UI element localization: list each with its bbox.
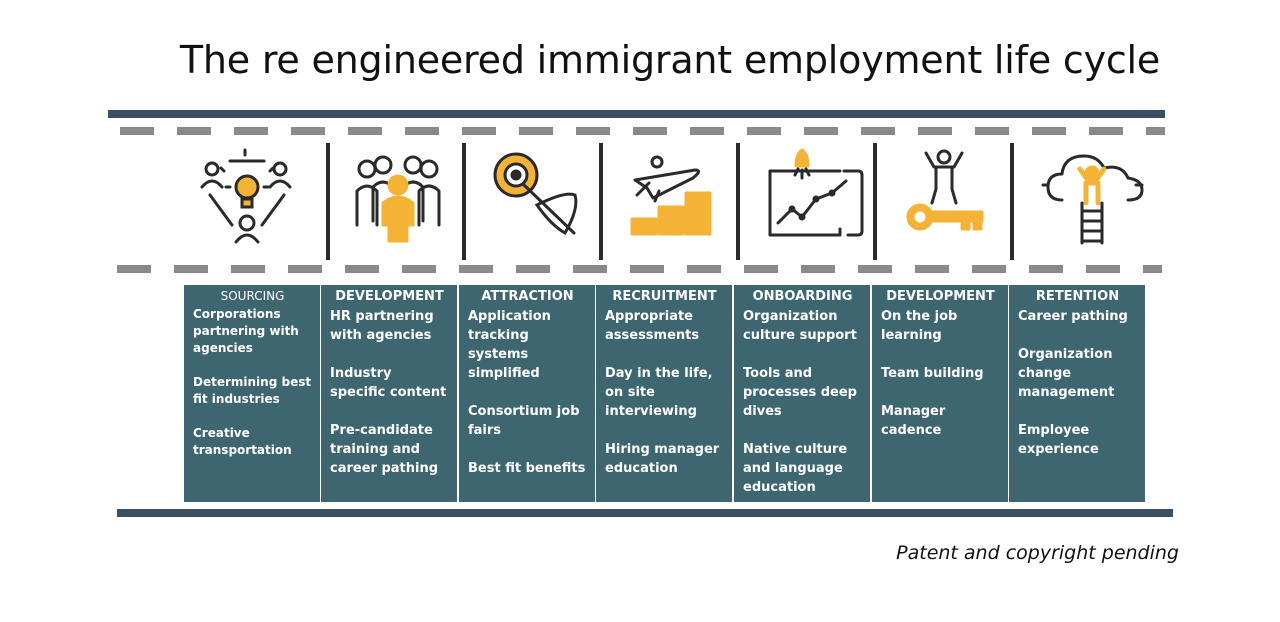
stage-attraction — [459, 285, 595, 502]
stage-heading: ONBOARDING — [752, 289, 853, 304]
stage-item: Native culture and language education — [743, 442, 848, 495]
separator — [462, 143, 466, 260]
bottom-dashed-line — [117, 265, 1162, 273]
stage-item: On the job learning — [881, 309, 958, 343]
separator — [736, 143, 740, 260]
stage-heading: RETENTION — [1035, 289, 1120, 304]
stage-development-2 — [872, 285, 1008, 502]
target-arrow-icon — [482, 145, 592, 250]
stage-item: Pre-candidate training and career pathing — [330, 423, 439, 476]
stage-item: Best fit benefits — [468, 461, 586, 476]
stage-item: Organization change management — [1018, 347, 1115, 400]
rocket-steps-icon — [625, 145, 735, 250]
idea-people-icon — [192, 145, 302, 250]
stage-item: Employee experience — [1018, 423, 1099, 457]
stage-recruitment — [596, 285, 732, 502]
separator — [599, 143, 603, 260]
stage-item: Corporations partnering with agencies — [193, 307, 299, 355]
stage-item: Industry specific content — [330, 366, 447, 400]
stage-item: Consortium job fairs — [468, 404, 580, 438]
stage-item: Manager cadence — [881, 404, 946, 438]
separator — [1010, 143, 1014, 260]
team-icon — [343, 145, 453, 250]
rocket-growth-chart-icon — [764, 145, 874, 250]
stage-development-1 — [321, 285, 457, 502]
bottom-bar — [117, 509, 1173, 517]
stage-item: Tools and processes deep dives — [743, 366, 857, 419]
stage-sourcing — [184, 285, 320, 502]
cloud-ladder-icon — [1040, 145, 1150, 250]
stage-item: Day in the life, on site interviewing — [605, 366, 713, 419]
stage-item: Team building — [881, 366, 984, 381]
stage-item: Determining best fit industries — [193, 375, 312, 406]
stage-heading: RECRUITMENT — [612, 289, 717, 304]
stage-heading: DEVELOPMENT — [886, 289, 995, 304]
stage-item: Organization culture support — [743, 309, 857, 343]
stage-item: Creative transportation — [193, 426, 292, 457]
stage-onboarding — [734, 285, 870, 502]
stage-heading: SOURCING — [220, 289, 285, 303]
stage-item: Application tracking systems simplified — [468, 309, 551, 381]
footer-note: Patent and copyright pending — [896, 542, 1179, 564]
person-key-icon — [900, 145, 1010, 250]
stage-item: HR partnering with agencies — [330, 309, 434, 343]
stage-retention — [1009, 285, 1145, 502]
stage-item: Career pathing — [1018, 309, 1128, 324]
page-title: The re engineered immigrant employment life cycle — [179, 38, 1161, 82]
stage-heading: DEVELOPMENT — [335, 289, 444, 304]
stage-heading: ATTRACTION — [481, 289, 574, 304]
stage-item: Hiring manager education — [605, 442, 720, 476]
stage-item: Appropriate assessments — [605, 309, 700, 343]
top-dashed-line — [120, 127, 1165, 135]
top-bar — [108, 110, 1165, 118]
separator — [326, 143, 330, 260]
